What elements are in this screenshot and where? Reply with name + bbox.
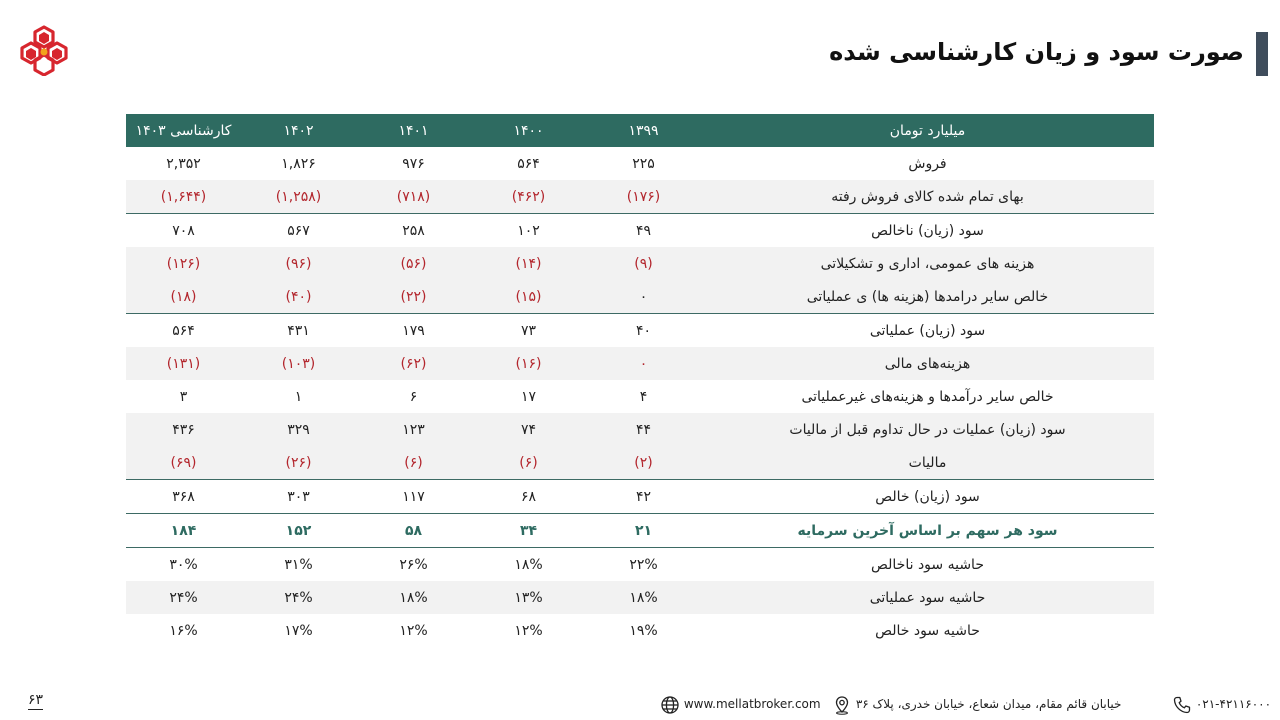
row-value: ۵۶۴	[517, 155, 540, 172]
row-value: (۶)	[356, 446, 471, 480]
row-value: (۲۲)	[356, 280, 471, 314]
row-value: ۲۵۸	[402, 222, 425, 239]
row-value: (۱۴)	[471, 247, 586, 280]
row-value: ۴۹	[635, 222, 652, 239]
row-value: ۴۲	[586, 480, 701, 514]
row-label: سود (زیان) ناخالص	[871, 222, 984, 239]
row-value: ۰	[586, 280, 701, 314]
row-value: ۱۱۷	[356, 480, 471, 514]
row-value: (۴۰)	[241, 280, 356, 314]
table-row	[126, 413, 1154, 446]
row-value: ۱۹%	[629, 622, 658, 639]
row-label: حاشیه سود عملیاتی	[701, 581, 1154, 614]
row-label: سود هر سهم بر اساس آخرین سرمایه	[701, 514, 1154, 548]
row-value: ۱۸۴	[126, 514, 241, 548]
table-row	[126, 180, 1154, 214]
title-accent-bar	[1256, 32, 1268, 76]
row-value: ۷۴	[471, 413, 586, 446]
row-value: (۱۵)	[471, 280, 586, 314]
eps-row	[126, 514, 1154, 548]
header-year: ۱۴۰۰	[471, 114, 586, 147]
row-value: ۳۶۸	[126, 480, 241, 514]
row-label: هزینه‌های مالی	[701, 347, 1154, 380]
page-number: ۶۳	[28, 692, 44, 708]
company-logo	[20, 24, 68, 76]
row-value: ۲۴%	[126, 581, 241, 614]
table-row	[126, 147, 1154, 180]
table-row	[126, 614, 1154, 647]
income-statement-table	[126, 114, 1154, 647]
row-value: ۲,۳۵۲	[166, 155, 201, 172]
row-value: ۲۶%	[399, 556, 428, 573]
table-row	[126, 480, 1154, 514]
row-label: مالیات	[701, 446, 1154, 480]
row-value: (۱۲۶)	[126, 247, 241, 280]
row-value: ۶۸	[471, 480, 586, 514]
row-value: ۲۲۵	[632, 155, 655, 172]
row-value: ۱,۸۲۶	[281, 155, 316, 172]
row-value: (۱۷۶)	[586, 180, 701, 214]
row-value: ۱۲۳	[356, 413, 471, 446]
row-value: (۱۳۱)	[126, 347, 241, 380]
row-value: ۱۲%	[399, 622, 428, 639]
row-value: ۰	[586, 347, 701, 380]
row-label: سود (زیان) عملیاتی	[869, 322, 986, 339]
table-row	[126, 314, 1154, 348]
row-value: ۱۸%	[356, 581, 471, 614]
row-value: (۷۱۸)	[356, 180, 471, 214]
header-year: کارشناسی ۱۴۰۳	[126, 114, 241, 147]
address-text: خیابان قائم مقام، میدان شعاع، خیابان خدری، پلاک ۳۶	[855, 697, 1122, 711]
row-value: ۴۰	[635, 322, 652, 339]
row-label: فروش	[908, 155, 947, 172]
row-value: ۱۰۲	[517, 222, 540, 239]
phone-number[interactable]: ۰۲۱-۴۲۱۱۶۰۰۰	[1195, 697, 1272, 711]
row-value: (۱۶)	[471, 347, 586, 380]
row-value: ۱۲%	[514, 622, 543, 639]
table-row	[126, 581, 1154, 614]
header-unit-label: میلیارد تومان	[701, 114, 1154, 147]
location-pin-icon	[832, 695, 852, 715]
table-row	[126, 446, 1154, 480]
row-value: ۳۲۹	[241, 413, 356, 446]
row-value: ۴	[639, 388, 648, 405]
row-value: ۳۱%	[284, 556, 313, 573]
row-value: (۹۶)	[241, 247, 356, 280]
row-value: ۱۷%	[284, 622, 313, 639]
row-value: (۴۶۲)	[471, 180, 586, 214]
row-label: خالص سایر درامدها (هزینه ها) ی عملیاتی	[701, 280, 1154, 314]
page-title: صورت سود و زیان کارشناسی شده	[829, 38, 1244, 66]
row-value: ۷۳	[520, 322, 537, 339]
row-value: ۵۶۷	[287, 222, 310, 239]
table-row	[126, 548, 1154, 582]
row-value: (۱۸)	[126, 280, 241, 314]
row-value: (۶۲)	[356, 347, 471, 380]
row-value: (۶۹)	[126, 446, 241, 480]
row-value: (۲)	[586, 446, 701, 480]
row-value: (۹)	[586, 247, 701, 280]
row-value: ۴۳۱	[287, 322, 310, 339]
website-link[interactable]: www.mellatbroker.com	[683, 697, 821, 711]
row-label: هزینه های عمومی، اداری و تشکیلاتی	[701, 247, 1154, 280]
row-label: سود (زیان) خالص	[701, 480, 1154, 514]
header-year: ۱۴۰۲	[241, 114, 356, 147]
row-label: سود (زیان) عملیات در حال تداوم قبل از مالیات	[701, 413, 1154, 446]
row-value: (۵۶)	[356, 247, 471, 280]
row-value: ۵۸	[356, 514, 471, 548]
row-value: ۷۰۸	[172, 222, 195, 239]
phone-item	[1172, 694, 1271, 715]
row-value: ۵۶۴	[172, 322, 195, 339]
row-value: (۱,۶۴۴)	[126, 180, 241, 214]
row-label: بهای تمام شده کالای فروش رفته	[701, 180, 1154, 214]
row-value: ۱۷۹	[402, 322, 425, 339]
phone-icon	[1172, 695, 1192, 715]
row-label: حاشیه سود ناخالص	[871, 556, 984, 573]
row-value: ۳۴	[471, 514, 586, 548]
header-year: ۱۴۰۱	[356, 114, 471, 147]
row-value: ۲۲%	[629, 556, 658, 573]
row-value: ۱۷	[520, 388, 537, 405]
address-item	[832, 694, 1121, 715]
row-value: ۹۷۶	[402, 155, 425, 172]
row-value: ۴۴	[586, 413, 701, 446]
row-value: (۱۰۳)	[241, 347, 356, 380]
row-value: ۳۰۳	[241, 480, 356, 514]
table-row	[126, 347, 1154, 380]
table-row	[126, 280, 1154, 314]
footer	[0, 690, 1280, 720]
row-value: ۶	[409, 388, 418, 405]
row-value: ۱۶%	[169, 622, 198, 639]
row-value: (۲۶)	[241, 446, 356, 480]
row-value: (۶)	[471, 446, 586, 480]
row-value: ۱۸%	[514, 556, 543, 573]
globe-icon	[660, 695, 680, 715]
row-label: حاشیه سود خالص	[875, 622, 980, 639]
row-label: خالص سایر درآمدها و هزینه‌های غیرعملیاتی	[801, 388, 1054, 405]
row-value: (۱,۲۵۸)	[241, 180, 356, 214]
row-value: ۳	[179, 388, 188, 405]
row-value: ۱۸%	[586, 581, 701, 614]
row-value: ۱۳%	[471, 581, 586, 614]
row-value: ۲۱	[586, 514, 701, 548]
row-value: ۱۵۲	[241, 514, 356, 548]
website-item	[660, 694, 821, 715]
row-value: ۴۳۶	[126, 413, 241, 446]
header-year: ۱۳۹۹	[586, 114, 701, 147]
row-value: ۲۴%	[241, 581, 356, 614]
table-row	[126, 247, 1154, 280]
table-header-row	[126, 114, 1154, 147]
table-row	[126, 214, 1154, 248]
row-value: ۱	[294, 388, 303, 405]
table-row	[126, 380, 1154, 413]
row-value: ۳۰%	[169, 556, 198, 573]
